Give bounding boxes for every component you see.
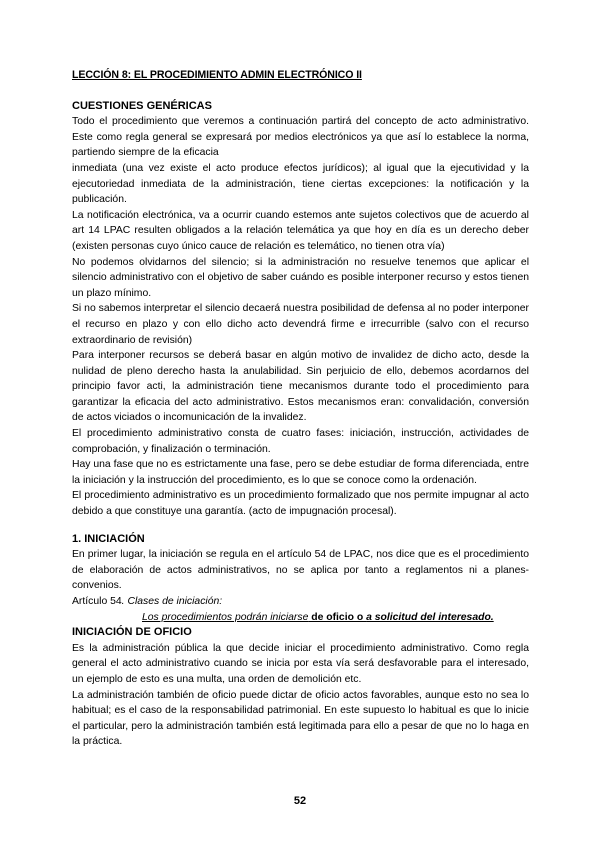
paragraph: La administración también de oficio puede dictar de oficio actos favorables, aunque esto no sea lo habitual; es el caso de la responsabilidad patrimonial. En este supuesto lo habitual es que lo inicie el particular, pero la administración también está legitimada para ello a pesar de que no lo haga en la práctica.: [72, 689, 529, 748]
lesson-title: LECCIÓN 8: EL PROCEDIMIENTO ADMIN ELECTRÓNICO II: [72, 69, 362, 81]
section-heading-oficio: INICIACIÓN DE OFICIO: [72, 626, 192, 639]
article-reference: [72, 594, 529, 610]
paragraph: Si no sabemos interpretar el silencio decaerá nuestra posibilidad de defensa al no poder interponer el recurso en plazo y con ello dicho acto devendrá firme e irrecurrible (salvo con el recurso extraordinario de revisión): [72, 303, 529, 346]
quote-text: Los procedimientos podrán iniciarse: [142, 611, 309, 623]
paragraph: La notificación electrónica, va a ocurrir cuando estemos ante sujetos colectivos que de acuerdo al art 14 LPAC resulten obligados a la relación telemática ya que hoy en día es un derecho deber (existen personas cuyo único cauce de relación es telemático, no tienen otra vía): [72, 209, 529, 252]
paragraph: El procedimiento administrativo es un procedimiento formalizado que nos permite impugnar al acto debido a que constituye una garantía. (acto de impugnación procesal).: [72, 490, 529, 518]
paragraph: No podemos olvidarnos del silencio; si la administración no resuelve tenemos que aplicar el silencio administrativo con el objetivo de saber cuándo es posible interponer recurso y estos tienen un plazo mínimo.: [72, 256, 529, 299]
paragraph: En primer lugar, la iniciación se regula en el artículo 54 de LPAC, nos dice que es el procedimiento de elaboración de actos administrativos, no se aplica por tanto a reglamentos ni a planes-convenios.: [72, 549, 529, 592]
section-heading-iniciacion: 1. INICIACIÓN: [72, 532, 145, 545]
article-number: Artículo 54: [72, 596, 122, 607]
article-quote: [72, 610, 529, 626]
paragraph: El procedimiento administrativo consta de cuatro fases: iniciación, instrucción, actividades de comprobación, y finalización o terminación.: [72, 428, 529, 455]
paragraph: Hay una fase que no es estrictamente una fase, pero se debe estudiar de forma diferenciada, entre la iniciación y la instrucción del procedimiento, es lo que se conoce como la ordenación.: [72, 459, 529, 486]
page-content: [72, 68, 529, 750]
paragraph: inmediata (una vez existe el acto produce efectos jurídicos); al igual que la ejecutividad y la ejecutoriedad inmediata de la administración, tiene ciertas excepciones: la notificación y la publicación.: [72, 162, 529, 206]
quote-oficio: de oficio o: [308, 611, 367, 623]
article-name: . Clases de iniciación:: [121, 596, 223, 607]
quote-solicitud: a solicitud del interesado.: [366, 611, 494, 623]
paragraph: Es la administración pública la que decide iniciar el procedimiento administrativo. Como regla general el acto administrativo cuando se inicia por esta vía será desfavorable para el interesado, un ejemplo de esto es una multa, una orden de demolición etc.: [72, 642, 529, 685]
paragraph: Para interponer recursos se deberá basar en algún motivo de invalidez de dicho acto, desde la nulidad de pleno derecho hasta la anulabilidad. Sin perjuicio de ello, debemos acordarnos del principio favor acti, la administración tiene mecanismos durante todo el procedimiento para garantizar la eficacia del acto administrativo. Estos mecanismos eran: convalidación, conversión de actos viciados o incomunicación de la invalidez.: [72, 350, 529, 424]
paragraph: Todo el procedimiento que veremos a continuación partirá del concepto de acto administrativo. Este como regla general se expresará por medios electrónicos ya que así lo establece la norma, partiendo siempre de la eficacia: [72, 116, 529, 159]
section-heading-cuestiones: CUESTIONES GENÉRICAS: [72, 99, 212, 112]
page-number: 52: [293, 795, 307, 807]
